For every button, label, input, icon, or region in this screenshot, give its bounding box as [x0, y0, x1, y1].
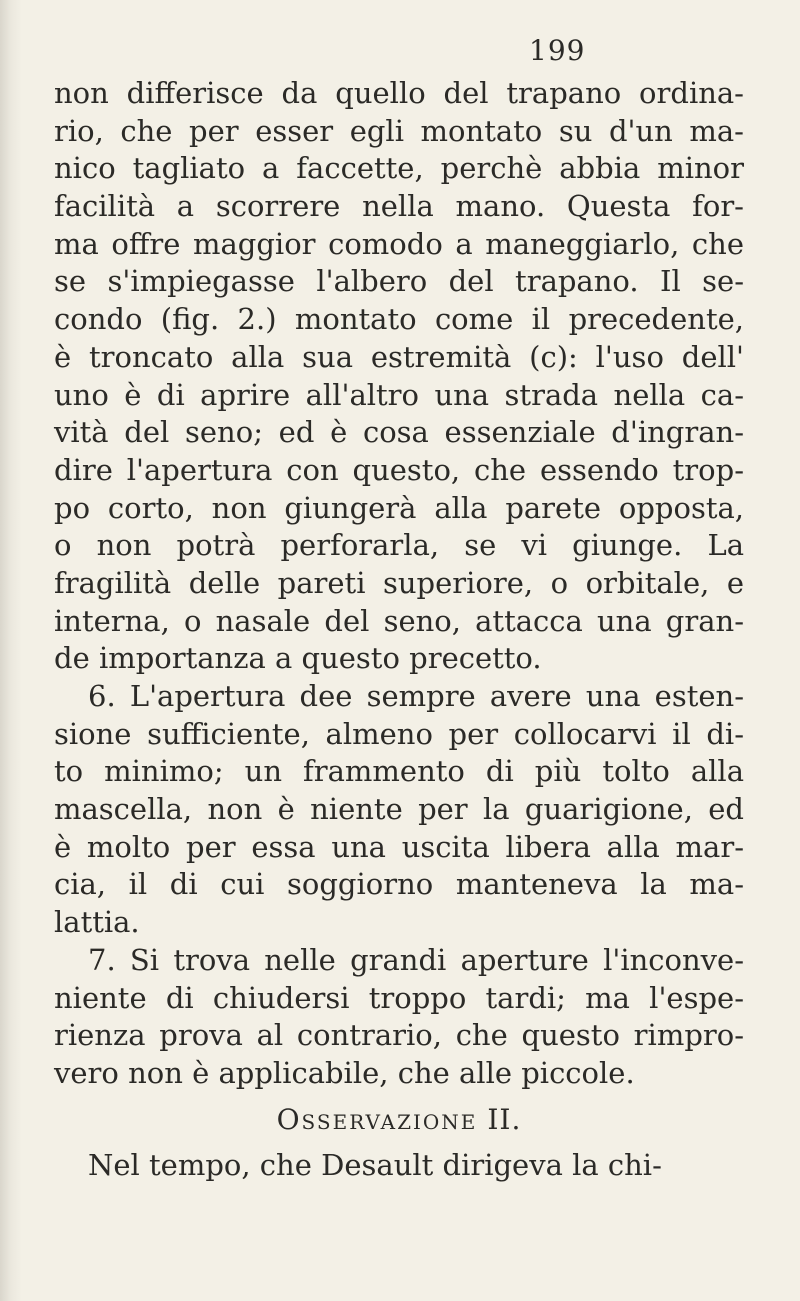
section-heading — [54, 1097, 744, 1143]
text-line: rio, che per esser egli montato su d'un ma- — [54, 113, 744, 148]
text-line: dire l'apertura con questo, che essendo trop- — [54, 452, 744, 487]
text-line: lattia. — [54, 905, 140, 940]
text-line: niente di chiudersi troppo tardi; ma l'espe- — [54, 980, 744, 1015]
text-line: mascella, non è niente per la guarigione, ed — [54, 792, 744, 827]
text-line: to minimo; un frammento di più tolto alla — [54, 754, 744, 789]
heading-label: Osservazione — [276, 1102, 478, 1136]
text-line: se s'impiegasse l'albero del trapano. Il se- — [54, 264, 744, 299]
text-line: cia, il di cui soggiorno manteneva la ma- — [54, 867, 744, 902]
text-line: condo (fig. 2.) montato come il precedente, — [54, 302, 744, 337]
text-line: rienza prova al contrario, che questo rimpro- — [54, 1018, 744, 1053]
text-line: vità del seno; ed è cosa essenziale d'ingran- — [54, 415, 744, 450]
text-line: uno è di aprire all'altro una strada nella ca- — [54, 377, 744, 412]
text-line: nico tagliato a faccette, perchè abbia minor — [54, 151, 744, 186]
text-line: facilità a scorrere nella mano. Questa for- — [54, 189, 744, 224]
text-line: fragilità delle pareti superiore, o orbitale, e — [54, 565, 744, 600]
text-line: o non potrà perforarla, se vi giunge. La — [54, 528, 744, 563]
text-line: è molto per essa una uscita libera alla mar- — [54, 829, 744, 864]
text-line: 6. L'apertura dee sempre avere una esten- — [88, 679, 744, 713]
page-number: 199 — [529, 34, 586, 67]
heading-number: II. — [487, 1102, 522, 1136]
text-line: interna, o nasale del seno, attacca una gran- — [54, 603, 744, 638]
text-line: de importanza a questo precetto. — [54, 641, 542, 676]
book-spine-shadow — [0, 0, 22, 1301]
text-line: Nel tempo, che Desault dirigeva la chi- — [88, 1147, 662, 1182]
text-line: 7. Si trova nelle grandi aperture l'inconve- — [88, 942, 744, 977]
text-line: vero non è applicabile, che alle piccole. — [54, 1055, 635, 1090]
text-line: po corto, non giungerà alla parete opposta, — [54, 490, 744, 525]
text-line: ma offre maggior comodo a maneggiarlo, che — [54, 226, 744, 261]
text-line: non differisce da quello del trapano ordina- — [54, 76, 744, 110]
text-line: sione sufficiente, almeno per collocarvi il di- — [54, 716, 744, 751]
text-line: è troncato alla sua estremità (c): l'uso dell' — [54, 339, 744, 374]
body-text — [54, 75, 744, 1184]
